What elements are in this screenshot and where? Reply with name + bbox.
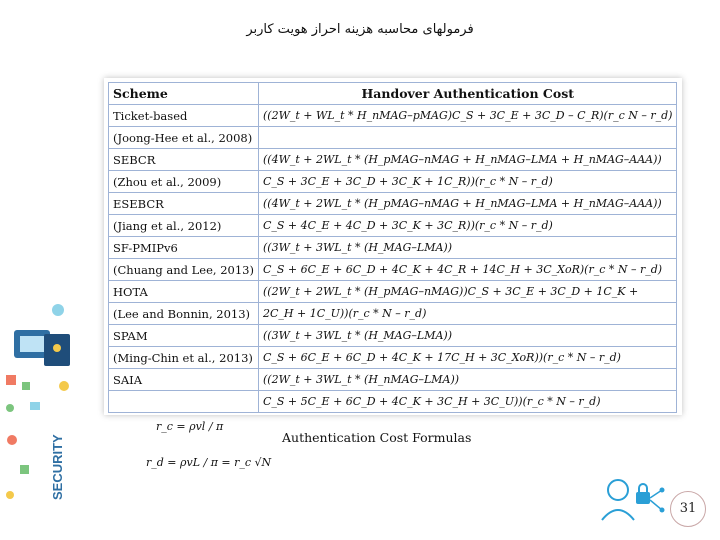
table-header-row (109, 83, 677, 105)
rc-formula: r_c = ρvl / π (156, 420, 224, 433)
formula-cell: ((4W_t + 2WL_t * (H_pMAG–nMAG + H_nMAG–LMA + H_nMAG–AAA)) (258, 149, 677, 171)
table-row (109, 193, 677, 215)
rd-formula: r_d = ρvL / π = r_c √N (146, 456, 272, 469)
scheme-cell: SAIA (109, 369, 259, 391)
header-scheme: Scheme (109, 83, 259, 105)
formula-cell: C_S + 6C_E + 6C_D + 4C_K + 4C_R + 14C_H + 3C_XoR)(r_c * N – r_d) (258, 259, 677, 281)
table-row (109, 149, 677, 171)
formula-cell: ((3W_t + 3WL_t * (H_MAG–LMA)) (258, 325, 677, 347)
scheme-cell: SF-PMIPv6 (109, 237, 259, 259)
handover-cost-table (108, 82, 677, 413)
table-row (109, 281, 677, 303)
table-row (109, 127, 677, 149)
formula-cell: ((2W_t + WL_t * H_nMAG–pMAG)C_S + 3C_E + 3C_D – C_R)(r_c N – r_d) (258, 105, 677, 127)
scheme-cell (109, 391, 259, 413)
scheme-cell: (Joong-Hee et al., 2008) (109, 127, 259, 149)
page-number: 31 (670, 491, 706, 527)
formula-cell: 2C_H + 1C_U))(r_c * N – r_d) (258, 303, 677, 325)
table-row (109, 259, 677, 281)
table-row (109, 171, 677, 193)
formula-cell: ((3W_t + 3WL_t * (H_MAG–LMA)) (258, 237, 677, 259)
scheme-cell: (Ming-Chin et al., 2013) (109, 347, 259, 369)
table-caption: Authentication Cost Formulas (282, 430, 472, 445)
security-illustration (0, 290, 80, 540)
formula-cell: ((2W_t + 2WL_t * (H_pMAG–nMAG))C_S + 3C_E + 3C_D + 1C_K + (258, 281, 677, 303)
scheme-cell: SEBCR (109, 149, 259, 171)
table-row (109, 303, 677, 325)
scheme-cell: (Chuang and Lee, 2013) (109, 259, 259, 281)
security-network-logo-icon (596, 470, 666, 530)
formula-cell: C_S + 6C_E + 6C_D + 4C_K + 17C_H + 3C_XoR))(r_c * N – r_d) (258, 347, 677, 369)
formula-cell: C_S + 4C_E + 4C_D + 3C_K + 3C_R))(r_c * N – r_d) (258, 215, 677, 237)
formula-cell: C_S + 3C_E + 3C_D + 3C_K + 1C_R))(r_c * N – r_d) (258, 171, 677, 193)
formula-cell (258, 127, 677, 149)
table-row (109, 105, 677, 127)
scheme-cell: ESEBCR (109, 193, 259, 215)
table-row (109, 325, 677, 347)
scheme-cell: HOTA (109, 281, 259, 303)
formula-cell: C_S + 5C_E + 6C_D + 4C_K + 3C_H + 3C_U))(r_c * N – r_d) (258, 391, 677, 413)
table-row (109, 369, 677, 391)
scheme-cell: Ticket-based (109, 105, 259, 127)
table-row (109, 347, 677, 369)
table-row (109, 237, 677, 259)
header-cost: Handover Authentication Cost (258, 83, 677, 105)
scheme-cell: (Zhou et al., 2009) (109, 171, 259, 193)
scheme-cell: (Lee and Bonnin, 2013) (109, 303, 259, 325)
security-label: SECURITY (50, 434, 65, 500)
formula-cell: ((4W_t + 2WL_t * (H_pMAG–nMAG + H_nMAG–LMA + H_nMAG–AAA)) (258, 193, 677, 215)
table-row (109, 215, 677, 237)
slide-title: فرمولهای محاسبه هزینه احراز هویت کاربر (246, 22, 474, 37)
scheme-cell: SPAM (109, 325, 259, 347)
table-row (109, 391, 677, 413)
scheme-cell: (Jiang et al., 2012) (109, 215, 259, 237)
cost-table-panel (104, 78, 682, 415)
formula-cell: ((2W_t + 3WL_t * (H_nMAG–LMA)) (258, 369, 677, 391)
